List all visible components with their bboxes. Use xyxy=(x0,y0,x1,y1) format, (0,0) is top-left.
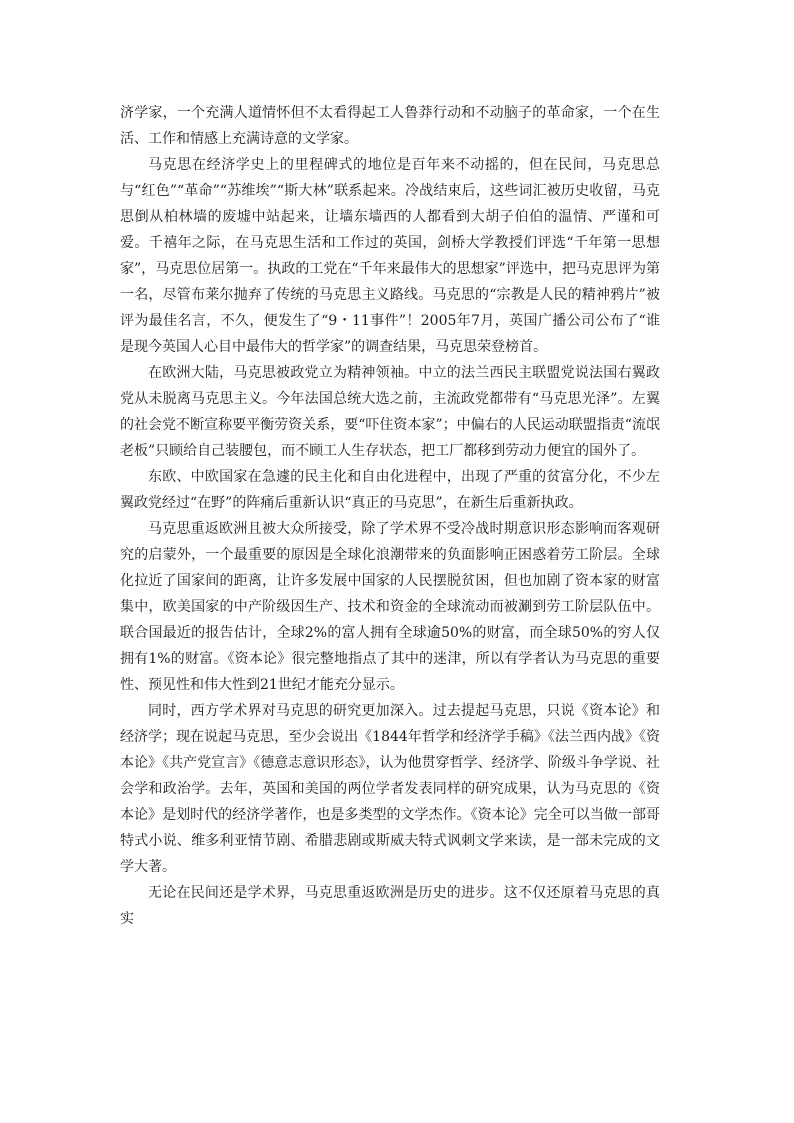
paragraph-5: 马克思重返欧洲且被大众所接受，除了学术界不受冷战时期意识形态影响而客观研究的启蒙外，一个最重要的原因是全球化浪潮带来的负面影响正困惑着劳工阶层。全球化拉近了国家间的距离，让许多发展中国家的人民摆脱贫困，但也加剧了资本家的财富集中，欧美国家的中产阶级因生产、技术和资金的全球流动而被涮到劳工阶层队伍中。联合国最近的报告估计，全球2%的富人拥有全球逾50%的财富，而全球50%的穷人仅拥有1%的财富。《资本论》很完整地指点了其中的迷津，所以有学者认为马克思的重要性、预见性和伟大性到21世纪才能充分显示。 xyxy=(120,521,660,693)
paragraph-3: 在欧洲大陆，马克思被政党立为精神领袖。中立的法兰西民主联盟党说法国右翼政党从未脱离马克思主义。今年法国总统大选之前，主流政党都带有“马克思光泽”。左翼的社会党不断宣称要平衡劳资关系，要“吓住资本家”；中偏右的人民运动联盟指责“流氓老板”只顾给自己装腰包，而不顾工人生存状态，把工厂都移到劳动力便宜的国外了。 xyxy=(120,365,660,459)
article-body xyxy=(120,100,660,932)
paragraph-6: 同时，西方学术界对马克思的研究更加深入。过去提起马克思，只说《资本论》和经济学；现在说起马克思，至少会说出《1844年哲学和经济学手稿》《法兰西内战》《资本论》《共产党宣言》《德意志意识形态》，认为他贯穿哲学、经济学、阶级斗争学说、社会学和政治学。去年，英国和美国的两位学者发表同样的研究成果，认为马克思的《资本论》是划时代的经济学著作，也是多类型的文学杰作。《资本论》完全可以当做一部哥特式小说、维多利亚情节剧、希腊悲剧或斯威夫特式讽刺文学来读，是一部未完成的文学大著。 xyxy=(120,703,660,875)
paragraph-4: 东欧、中欧国家在急遽的民主化和自由化进程中，出现了严重的贫富分化，不少左翼政党经过“在野”的阵痛后重新认识“真正的马克思”，在新生后重新执政。 xyxy=(120,469,660,511)
paragraph-1: 济学家，一个充满人道情怀但不太看得起工人鲁莽行动和不动脑子的革命家，一个在生活、工作和情感上充满诗意的文学家。 xyxy=(120,105,660,147)
paragraph-2: 马克思在经济学史上的里程碑式的地位是百年来不动摇的，但在民间，马克思总与“红色”“革命”“苏维埃”“斯大林”联系起来。冷战结束后，这些词汇被历史收留，马克思倒从柏林墙的废墟中站起来，让墙东墙西的人都看到大胡子伯伯的温情、严谨和可爱。千禧年之际，在马克思生活和工作过的英国，剑桥大学教授们评选“千年第一思想家”，马克思位居第一。执政的工党在“千年来最伟大的思想家”评选中，把马克思评为第一名，尽管布莱尔抛弃了传统的马克思主义路线。马克思的“宗教是人民的精神鸦片”被评为最佳名言，不久，便发生了“9・11事件”！2005年7月，英国广播公司公布了“谁是现今英国人心目中最伟大的哲学家”的调查结果，马克思荣登榜首。 xyxy=(120,157,660,355)
paragraph-7: 无论在民间还是学术界，马克思重返欧洲是历史的进步。这不仅还原着马克思的真实 xyxy=(120,885,660,927)
